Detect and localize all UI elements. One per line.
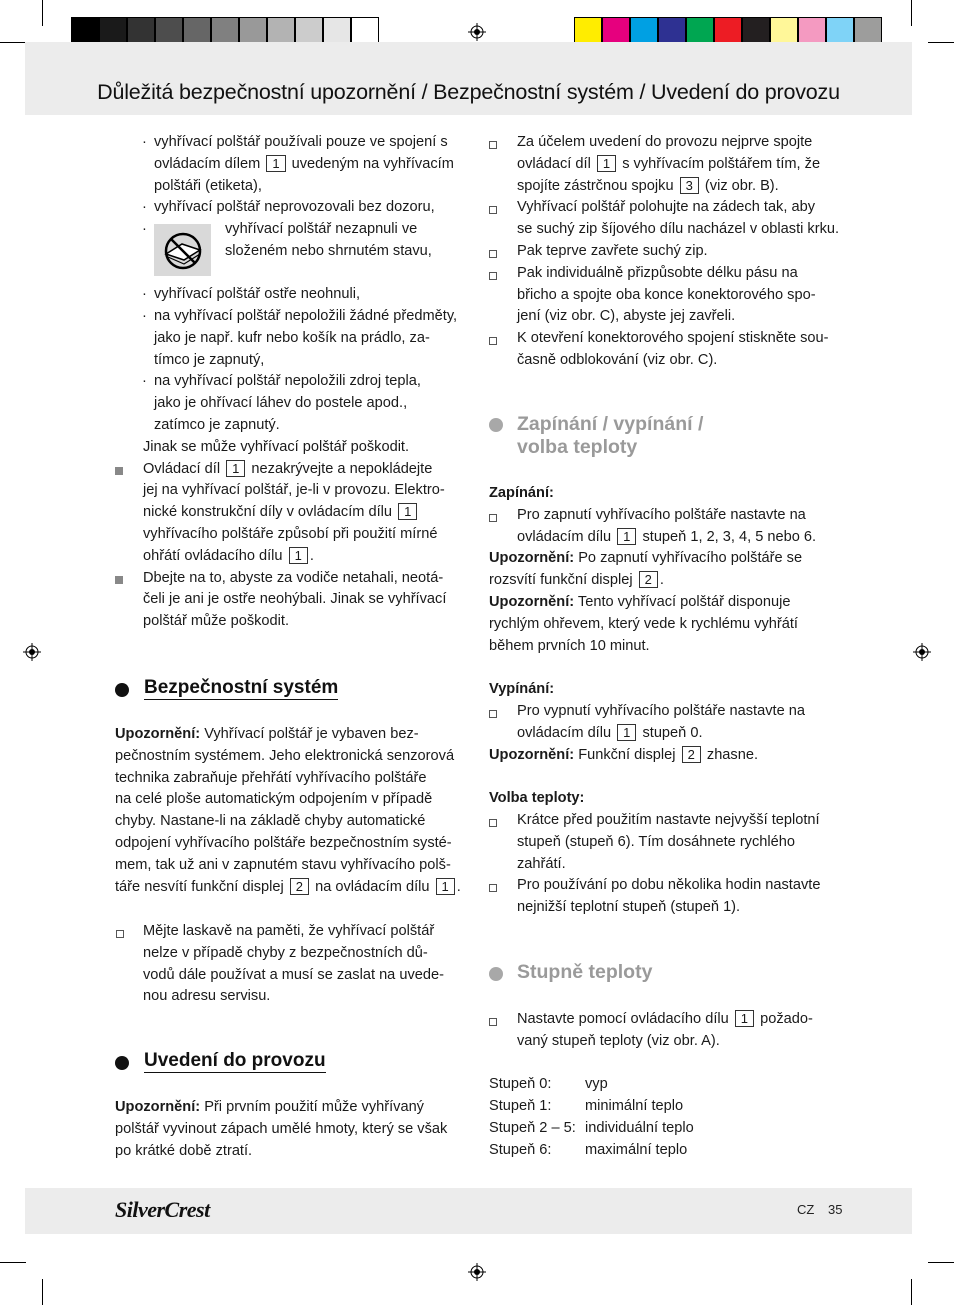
ref-box: 2: [639, 571, 658, 588]
table-row: Stupeň 1: minimální teplo: [489, 1098, 684, 1115]
list-item: Za účelem uvedení do provozu nejprve spojte ovládací díl 1 s vyhřívacím polštářem tím, že spojíte zástrčnou spojku 3 (viz obr. B).: [517, 132, 847, 197]
square-bullet-icon: [115, 576, 123, 584]
registration-mark-icon: [468, 23, 486, 41]
crop-mark: [928, 42, 954, 43]
crop-mark: [0, 42, 26, 43]
checkbox-bullet-icon: [489, 141, 497, 149]
subheading: Volba teploty:: [489, 790, 585, 807]
folded-pad-warning-icon: [154, 224, 211, 276]
checkbox-bullet-icon: [489, 884, 497, 892]
heading-bullet-icon: [115, 1056, 129, 1070]
color-swatch: [574, 17, 602, 45]
ref-box: 1: [289, 547, 308, 564]
list-item: · vyhřívací polštář nezapnuli ve složeném nebo shrnutém stavu,: [154, 219, 467, 284]
ref-box: 1: [266, 155, 285, 172]
color-swatch: [99, 17, 127, 45]
square-bullet-icon: [115, 467, 123, 475]
ref-box: 3: [680, 177, 699, 194]
safety-paragraph: Upozornění: Vyhřívací polštář je vybaven bez- pečnostním systémem. Jeho elektronická senzorová technika zabraňuje přehřátí vyhřívacího polštáře na celé ploše automatickým odpojením v případě chyby. Nastane-li na základě chyby automatické odpojení vyhřívacího polštáře bezpečnostním systé- mem, tak už ani v zapnutém stavu vyhřívacího polš- táře nesvítí funkční displej 2 na ovládacím dílu 1 .: [115, 726, 461, 895]
crop-mark: [911, 1279, 912, 1305]
checkbox-bullet-icon: [116, 930, 124, 938]
color-swatch: [239, 17, 267, 45]
heading-bullet-icon: [489, 418, 503, 432]
startup-paragraph: Upozornění: Při prvním použití může vyhřívaný polštář vyvinout zápach umělé hmoty, který se však po krátké době ztratí.: [115, 1099, 448, 1159]
list-item: · vyhřívací polštář neprovozovali bez dozoru,: [142, 199, 435, 216]
left-column: [115, 132, 467, 633]
color-swatch: [323, 17, 351, 45]
color-swatch: [742, 17, 770, 45]
color-swatch: [71, 17, 99, 45]
color-swatch: [155, 17, 183, 45]
checkbox-bullet-icon: [489, 206, 497, 214]
levels-table: [489, 1074, 849, 1161]
heading-bullet-icon: [489, 967, 503, 981]
list-item: Krátce před použitím nastavte nejvyšší teplotní stupeň (stupeň 6). Tím dosáhnete rychlého zahřátí.: [489, 810, 849, 875]
table-row: Stupeň 0: vyp: [489, 1076, 608, 1093]
ref-box: 1: [597, 155, 616, 172]
list-item: K otevření konektorového spojení stiskněte sou- časně odblokování (viz obr. C).: [517, 328, 847, 372]
on-off-section: Zapínání: Pro zapnutí vyhřívacího polštáře nastavte na ovládacím dílu 1 stupeň 1, 2, 3, 4, 5 nebo 6. Upozornění: Po zapnutí vyhřívacího polštáře se rozsvítí funkční displej 2 . Upozornění: Tento vyhřívací polštář disponuje rychlým ohřevem, který vede k rychlému vyhřátí během prvních 10 minut. Vypínání: Pro vypnutí vyhřívacího polštáře nastavte na ovládacím dílu 1 stupeň 0. Upozornění: Funkční displej 2 zhasne. Volba teploty: Krátce před použitím nastavte nejvyšší teplotní stupeň (stupeň 6). Tím dosáhnete rychlého zahřátí. Pro používání po dobu několika hodin nastavte nejnižší teplotní stupeň (stupeň 1).: [489, 483, 849, 919]
subheading: Zapínání:: [489, 485, 554, 501]
color-swatch: [714, 17, 742, 45]
crop-mark: [42, 1279, 43, 1305]
list-item: Nastavte pomocí ovládacího dílu 1 požado- vaný stupeň teploty (viz obr. A).: [489, 1009, 849, 1053]
heading-bullet-icon: [115, 683, 129, 697]
color-swatch: [267, 17, 295, 45]
table-row: Stupeň 6: maximální teplo: [489, 1141, 688, 1158]
page-title: Důležitá bezpečnostní upozornění / Bezpečnostní systém / Uvedení do provozu: [97, 80, 840, 104]
list-item: Pro používání po dobu několika hodin nastavte nejnižší teplotní stupeň (stupeň 1).: [489, 875, 849, 919]
list-item: Ovládací díl 1 nezakrývejte a nepokládejte jej na vyhřívací polštář, je-li v provozu. Elektro- nické konstrukční díly v ovládacím dílu 1 vyhřívacího polštáře způsobí při použití mírné ohřátí ovládacího dílu 1 .: [143, 459, 467, 568]
list-item: Pro vypnutí vyhřívacího polštáře nastavte na ovládacím dílu 1 stupeň 0.: [489, 701, 849, 745]
list-item: · na vyhřívací polštář nepoložili žádné předměty, jako je např. kufr nebo košík na prádlo, za- tímco je zapnutý,: [142, 307, 458, 368]
section-heading: Bezpečnostní systém: [144, 677, 339, 698]
list-item: · na vyhřívací polštář nepoložili zdroj tepla, jako je ohřívací láhev do postele apod., zatímco je zapnutý.: [142, 373, 421, 433]
section-heading: Stupně teploty: [517, 961, 653, 983]
page-number: 35: [828, 1202, 843, 1217]
list-item: Vyhřívací polštář polohujte na zádech tak, aby se suchý zip šíjového dílu nacházel v oblasti krku.: [517, 197, 847, 241]
checkbox-bullet-icon: [489, 710, 497, 718]
color-swatch: [211, 17, 239, 45]
color-swatch: [630, 17, 658, 45]
registration-mark-icon: [468, 1263, 486, 1281]
color-swatch: [602, 17, 630, 45]
levels-section: [489, 1009, 849, 1162]
color-swatch: [183, 17, 211, 45]
color-swatch: [658, 17, 686, 45]
list-item: Mějte laskavě na paměti, že vyhřívací polštář nelze v případě chyby z bezpečnostních dů- vodů dále používat a musí se zaslat na uvede- nou adresu servisu.: [143, 921, 467, 1008]
ref-box: 1: [617, 724, 636, 741]
checkbox-bullet-icon: [489, 1018, 497, 1026]
color-swatch: [127, 17, 155, 45]
color-swatch: [826, 17, 854, 45]
checkbox-bullet-icon: [489, 272, 497, 280]
list-item: Pak teprve zavřete suchý zip.: [517, 241, 847, 263]
section-heading: Zapínání / vypínání / volba teploty: [517, 413, 704, 458]
color-swatch: [295, 17, 323, 45]
right-column: [517, 132, 847, 372]
table-row: Stupeň 2 – 5: individuální teplo: [489, 1119, 694, 1136]
ref-box: 1: [226, 460, 245, 477]
crop-mark: [911, 0, 912, 26]
checkbox-bullet-icon: [489, 819, 497, 827]
color-swatch: [770, 17, 798, 45]
ref-box: 1: [398, 503, 417, 520]
registration-mark-icon: [23, 643, 41, 661]
checkbox-bullet-icon: [489, 514, 497, 522]
list-item: Pak individuálně přizpůsobte délku pásu na břicho a spojte oba konce konektorového spo- jení (viz obr. C), abyste jej zavřeli.: [517, 263, 847, 328]
crop-mark: [0, 1262, 26, 1263]
subheading: Vypínání:: [489, 681, 555, 698]
warning-text: Jinak se může vyhřívací polštář poškodit.: [143, 438, 410, 455]
list-item: · vyhřívací polštář ostře neohnuli,: [142, 286, 361, 303]
ref-box: 1: [436, 878, 455, 895]
ref-box: 1: [735, 1010, 754, 1027]
section-heading: Uvedení do provozu: [144, 1050, 326, 1071]
list-item: · vyhřívací polštář používali pouze ve spojení s ovládacím dílem 1 uvedeným na vyhřívacím polštáři (etiketa),: [142, 134, 454, 194]
registration-mark-icon: [913, 643, 931, 661]
list-item: Pro zapnutí vyhřívacího polštáře nastavte na ovládacím dílu 1 stupeň 1, 2, 3, 4, 5 nebo 6.: [489, 505, 849, 549]
color-swatch: [351, 17, 379, 45]
crop-mark: [42, 0, 43, 26]
color-swatch: [854, 17, 882, 45]
brand-logo: SilverCrest: [115, 1197, 210, 1222]
crop-mark: [928, 1262, 954, 1263]
language-code: CZ: [797, 1202, 815, 1217]
color-swatch: [686, 17, 714, 45]
ref-box: 2: [682, 746, 701, 763]
ref-box: 1: [617, 528, 636, 545]
color-swatch: [798, 17, 826, 45]
checkbox-bullet-icon: [489, 250, 497, 258]
checkbox-bullet-icon: [489, 337, 497, 345]
ref-box: 2: [290, 878, 309, 895]
list-item: Dbejte na to, abyste za vodiče netahali, neotá- čeli je ani je ostře neohýbali. Jinak se vyhřívací polštář může poškodit.: [143, 568, 467, 633]
